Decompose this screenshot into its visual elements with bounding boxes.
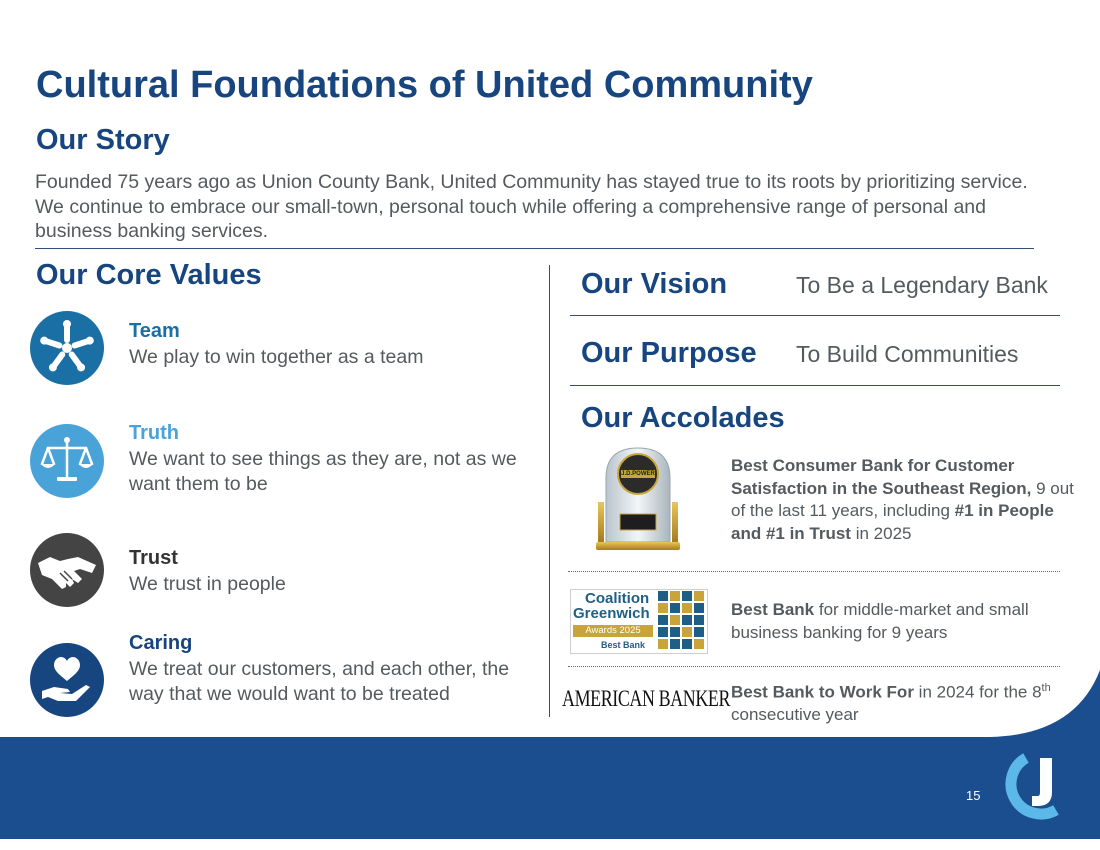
american-banker-logo: AMERICAN BANKER [562, 686, 731, 711]
purpose-heading: Our Purpose [581, 337, 757, 369]
value-name-trust: Trust [129, 547, 178, 569]
purpose-divider [570, 385, 1060, 386]
value-desc-trust: We trust in people [129, 573, 286, 595]
vision-divider [570, 315, 1060, 316]
team-hands-icon [30, 311, 104, 385]
accolade-american-banker-text: Best Bank to Work For in 2024 for the 8th consecutive year [731, 682, 1051, 725]
handshake-icon [30, 533, 104, 607]
jdpower-trophy-logo [592, 444, 684, 552]
vision-value: To Be a Legendary Bank [796, 272, 1048, 298]
footer-swoosh [0, 640, 1100, 850]
value-name-truth: Truth [129, 422, 179, 444]
purpose-value: To Build Communities [796, 341, 1019, 367]
scales-icon [30, 424, 104, 498]
accolade-divider-1 [568, 571, 1060, 572]
accolade-coalition-text: Best Bank for middle-market and small business banking for 9 years [731, 600, 1029, 642]
page-title: Cultural Foundations of United Community [36, 64, 813, 106]
story-text: Founded 75 years ago as Union County Bank, United Community has stayed true to its roots by prioritizing service. We continue to embrace our small-town, personal touch while offering a comprehensive range of personal and business banking services. [35, 171, 1028, 242]
value-desc-caring: We treat our customers, and each other, the way that we would want to be treated [129, 658, 510, 705]
core-values-heading: Our Core Values [36, 259, 262, 291]
vision-heading: Our Vision [581, 268, 728, 300]
accolade-jdpower-text: Best Consumer Bank for Customer Satisfaction in the Southeast Region, 9 out of the last 11 years, including #1 in People and #1 in Trust in 2025 [731, 456, 1074, 543]
coalition-greenwich-logo: Coalition Greenwich Awards 2025 Best Bank [570, 589, 708, 654]
value-name-caring: Caring [129, 632, 193, 654]
value-name-team: Team [129, 320, 180, 342]
accolades-heading: Our Accolades [581, 402, 785, 434]
top-divider [35, 248, 1034, 249]
jdpower-logo-text: J.D.POWER [621, 471, 655, 477]
united-community-logo-icon [1002, 752, 1072, 822]
page-number: 15 [966, 788, 981, 803]
story-heading: Our Story [36, 124, 170, 156]
value-desc-team: We play to win together as a team [129, 346, 424, 368]
value-desc-truth: We want to see things as they are, not as we want them to be [129, 448, 517, 495]
